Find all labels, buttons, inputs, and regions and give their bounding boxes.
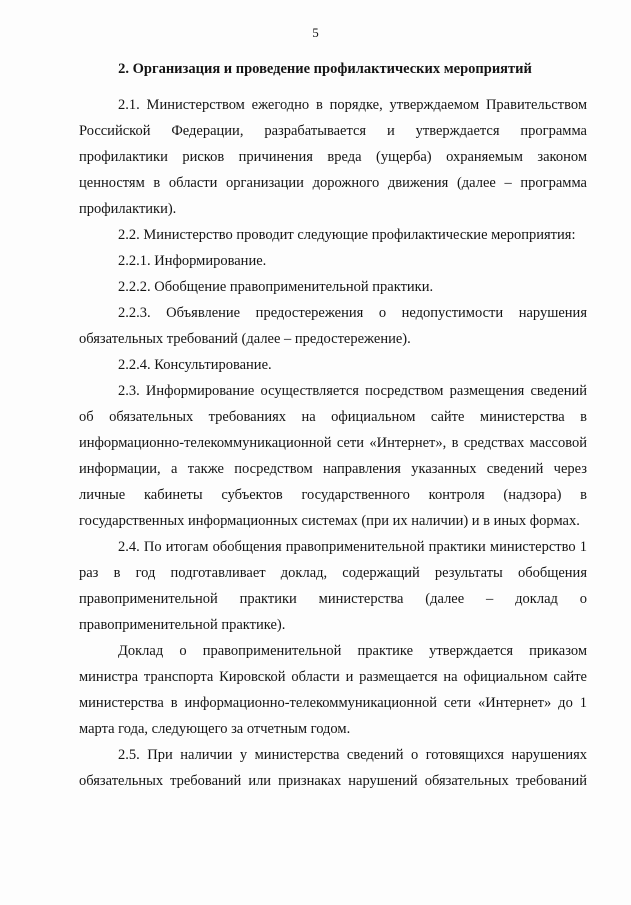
section-title: 2. Организация и проведение профилактических мероприятий (118, 61, 532, 77)
paragraph-2-2-3: 2.2.3. Объявление предостережения о недопустимости нарушения обязательных требований (далее – предостережение). (79, 305, 587, 347)
paragraph-2-1: 2.1. Министерством ежегодно в порядке, утверждаемом Правительством Российской Федерации, разрабатывается и утверждается программа профилактики рисков причинения вреда (ущерба) охраняемым законом ценностям в области организации дорожного движения (далее – программа профилактики). (79, 97, 587, 217)
paragraph-2-5: 2.5. При наличии у министерства сведений о готовящихся нарушениях обязательных требований или признаках нарушений обязательных требований (79, 747, 587, 789)
paragraph-2-4: 2.4. По итогам обобщения правоприменительной практики министерство 1 раз в год подготавливает доклад, содержащий результаты обобщения правоприменительной практики министерства (далее – доклад о правоприменительной практике). (79, 539, 587, 633)
paragraph-report-approval: Доклад о правоприменительной практике утверждается приказом министра транспорта Кировской области и размещается на официальном сайте министерства в информационно-телекоммуникационной сети «Интернет» до 1 марта года, следующего за отчетным годом. (79, 643, 587, 737)
paragraph-2-2-4: 2.2.4. Консультирование. (118, 357, 272, 373)
paragraph-2-2: 2.2. Министерство проводит следующие профилактические мероприятия: (118, 227, 576, 243)
document-body (79, 92, 587, 794)
paragraph-2-2-2: 2.2.2. Обобщение правоприменительной практики. (118, 279, 434, 295)
paragraph-2-3: 2.3. Информирование осуществляется посредством размещения сведений об обязательных требованиях на официальном сайте министерства в информационно-телекоммуникационной сети «Интернет», в средствах массовой информации, а также посредством направления указанных сведений через личные кабинеты субъектов государственного контроля (надзора) в государственных информационных системах (при их наличии) и в иных формах. (79, 383, 587, 529)
page-number: 5 (312, 25, 319, 40)
paragraph-2-2-1: 2.2.1. Информирование. (118, 253, 267, 269)
